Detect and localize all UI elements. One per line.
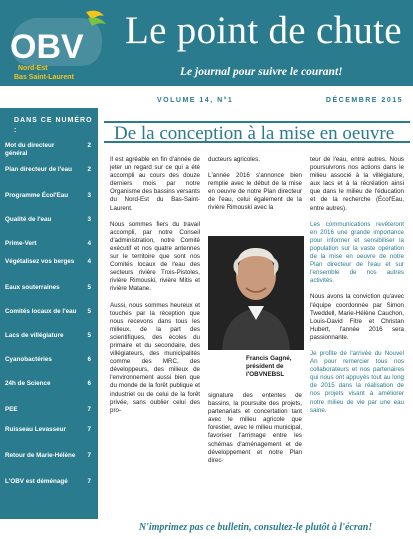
- toc-item[interactable]: [5, 332, 95, 340]
- toc-item-page: 6: [87, 356, 91, 363]
- toc-item[interactable]: [5, 240, 95, 248]
- toc-item-label: L'OBV est déménagé: [5, 478, 68, 485]
- toc-item[interactable]: [5, 308, 95, 316]
- toc-item-page: 3: [87, 216, 91, 223]
- toc-item-label: Ruisseau Levasseur: [5, 426, 66, 433]
- toc-item-label: Programme Écol'Eau: [5, 192, 69, 199]
- paragraph: Les communications revêteront en 2016 une grande importance pour informer et sensibiliser la population sur la vaste opération de la mise en oeuvre de notre Plan directeur de l'eau et sur l'ensemble de nos autres activités.: [310, 220, 404, 285]
- toc-item[interactable]: [5, 426, 95, 434]
- toc-item-label: Végétalisez vos berges: [5, 258, 75, 265]
- toc-item-page: 7: [87, 478, 91, 485]
- toc-item[interactable]: [5, 284, 95, 292]
- toc-item-page: 2: [87, 142, 91, 149]
- logo-text: OBV: [10, 28, 84, 66]
- toc-item-label: PEE: [5, 406, 18, 413]
- issue-bar: [0, 97, 413, 108]
- toc-item-page: 7: [87, 426, 91, 433]
- toc-item[interactable]: [5, 380, 95, 388]
- toc-item-page: 4: [87, 240, 91, 247]
- toc-item-page: 4: [87, 258, 91, 265]
- paragraph: Je profite de l'arrivée du Nouvel An pour remercier tous nos collaborateurs et nos partenaires qui nous ont appuyés tout au long de 2015 dans la réalisation de nos projets visant à améliorer notre milieu de vie par une eau saine.: [310, 349, 404, 414]
- toc-item-page: 5: [87, 332, 91, 339]
- paragraph: ducteurs agricoles.: [208, 156, 260, 163]
- paragraph: L'année 2016 s'annonce bien remplie avec le début de la mise en oeuvre de notre Plan directeur de l'eau, celui également de la rivière Rimouski avec la: [208, 172, 302, 212]
- article-headline: De la conception à la mise en oeuvre: [114, 123, 395, 144]
- toc-item-page: 7: [87, 452, 91, 459]
- toc-item-page: 3: [87, 192, 91, 199]
- logo-sub2: Bas Saint-Laurent: [14, 74, 74, 81]
- toc-item[interactable]: [5, 452, 95, 460]
- article-headline-box: [104, 121, 410, 143]
- obv-logo: [4, 6, 110, 86]
- masthead: [0, 0, 413, 86]
- article-column-2: [208, 156, 302, 221]
- toc-item-page: 6: [87, 380, 91, 387]
- toc-item[interactable]: [5, 356, 95, 364]
- paragraph: Nous avons la conviction qu'avec l'équipe coordonnée par Simon Tweddell, Marie-Hélène Cauchon, Louis-David Fitre et Christan Hubert, l'année 2016 sera passionnante.: [310, 293, 404, 341]
- toc-item-page: 5: [87, 308, 91, 315]
- toc-sidebar: [0, 108, 98, 519]
- toc-item[interactable]: [5, 192, 95, 200]
- toc-item-label: Mot du directeur général: [5, 142, 55, 157]
- toc-item-label: Lacs de villégiature: [5, 332, 64, 339]
- toc-item-page: 5: [87, 284, 91, 291]
- photo-caption: Francis Gagné, président de l'OBVNEBSL: [246, 355, 292, 378]
- toc-item-page: 7: [87, 406, 91, 413]
- paragraph: Aussi, nous sommes heureux et touchés par la réception que nous recevons dans tous les milieux, de la part des scientifiques, des écoles du primaire et du secondaire, des villégiateurs, des municipalités comme des MRC, des développeurs, des milieux de l'environnement aussi bien que du monde de la forêt publique et industriel ou de celui de la forêt privée, sans oublier celui des pro-: [110, 301, 200, 414]
- footer-note: N'imprimez pas ce bulletin, consultez-le plutôt à l'écran!: [138, 522, 373, 533]
- toc-item-label: 24h de Science: [5, 380, 51, 387]
- toc-item-page: 2: [87, 166, 91, 173]
- issue-date: DÉCEMBRE 2015: [325, 97, 403, 104]
- toc-item-label: Eaux souterraines: [5, 284, 60, 291]
- toc-item[interactable]: [5, 478, 95, 486]
- toc-item[interactable]: [5, 258, 95, 266]
- article-column-3: [310, 156, 404, 423]
- article-column-1: [110, 156, 200, 423]
- paragraph: Il est agréable en fin d'année de jeter un regard sur ce qui a été accompli au cours des douze derniers mois par notre Organisme des bassins versants du Nord-Est du Bas-Saint-Laurent.: [110, 156, 200, 212]
- president-photo: [208, 236, 304, 350]
- toc-item-label: Prime-Vert: [5, 240, 37, 247]
- toc-item[interactable]: [5, 166, 95, 174]
- article-column-2-continued: [208, 392, 302, 473]
- toc-item-label: Qualité de l'eau: [5, 216, 52, 223]
- volume-number: VOLUME 14, N°1: [157, 97, 234, 104]
- paragraph: signature des ententes de bassins, la poursuite des projets, partenariats et concertation tant avec le milieu agricole que forestier, avec le milieu municipal, favoriser l'arrimage entre les schémas d'aménagement et de développement et notre Plan direc-: [208, 392, 302, 464]
- toc-item-label: Cyanobactéries: [5, 356, 52, 363]
- toc-item[interactable]: [5, 406, 95, 414]
- toc-item-label: Retour de Marie-Hélène: [5, 452, 76, 459]
- logo-sub1: Nord-Est: [18, 65, 48, 72]
- portrait-image: [208, 236, 304, 350]
- newsletter-subtitle: Le journal pour suivre le courant!: [180, 66, 343, 78]
- paragraph: Nous sommes fiers du travail accompli, par notre Conseil d'administration, notre Comité exécutif et nos quatre antennes sur le territoire que sont nos Comités locaux de l'eau des secteurs rivière Trois-Pistoles, rivière Rimouski, rivière Mitis et rivière Matane.: [110, 220, 200, 293]
- toc-item-label: Comités locaux de l'eau: [5, 308, 77, 315]
- newsletter-title: Le point de chute: [125, 9, 402, 52]
- toc-item-label: Plan directeur de l'eau: [5, 166, 72, 173]
- paragraph: teur de l'eau, entre autres. Nous poursuivrons nos actions dans le milieu associé à la villégiature, aux lacs et à la récréation ainsi que dans le milieu de l'éducation et de la recherche (Écol'Eau, entre autres).: [310, 156, 404, 212]
- toc-title: DANS CE NUMÉRO :: [14, 117, 93, 134]
- toc-item[interactable]: [5, 216, 95, 224]
- toc-item[interactable]: [5, 142, 95, 158]
